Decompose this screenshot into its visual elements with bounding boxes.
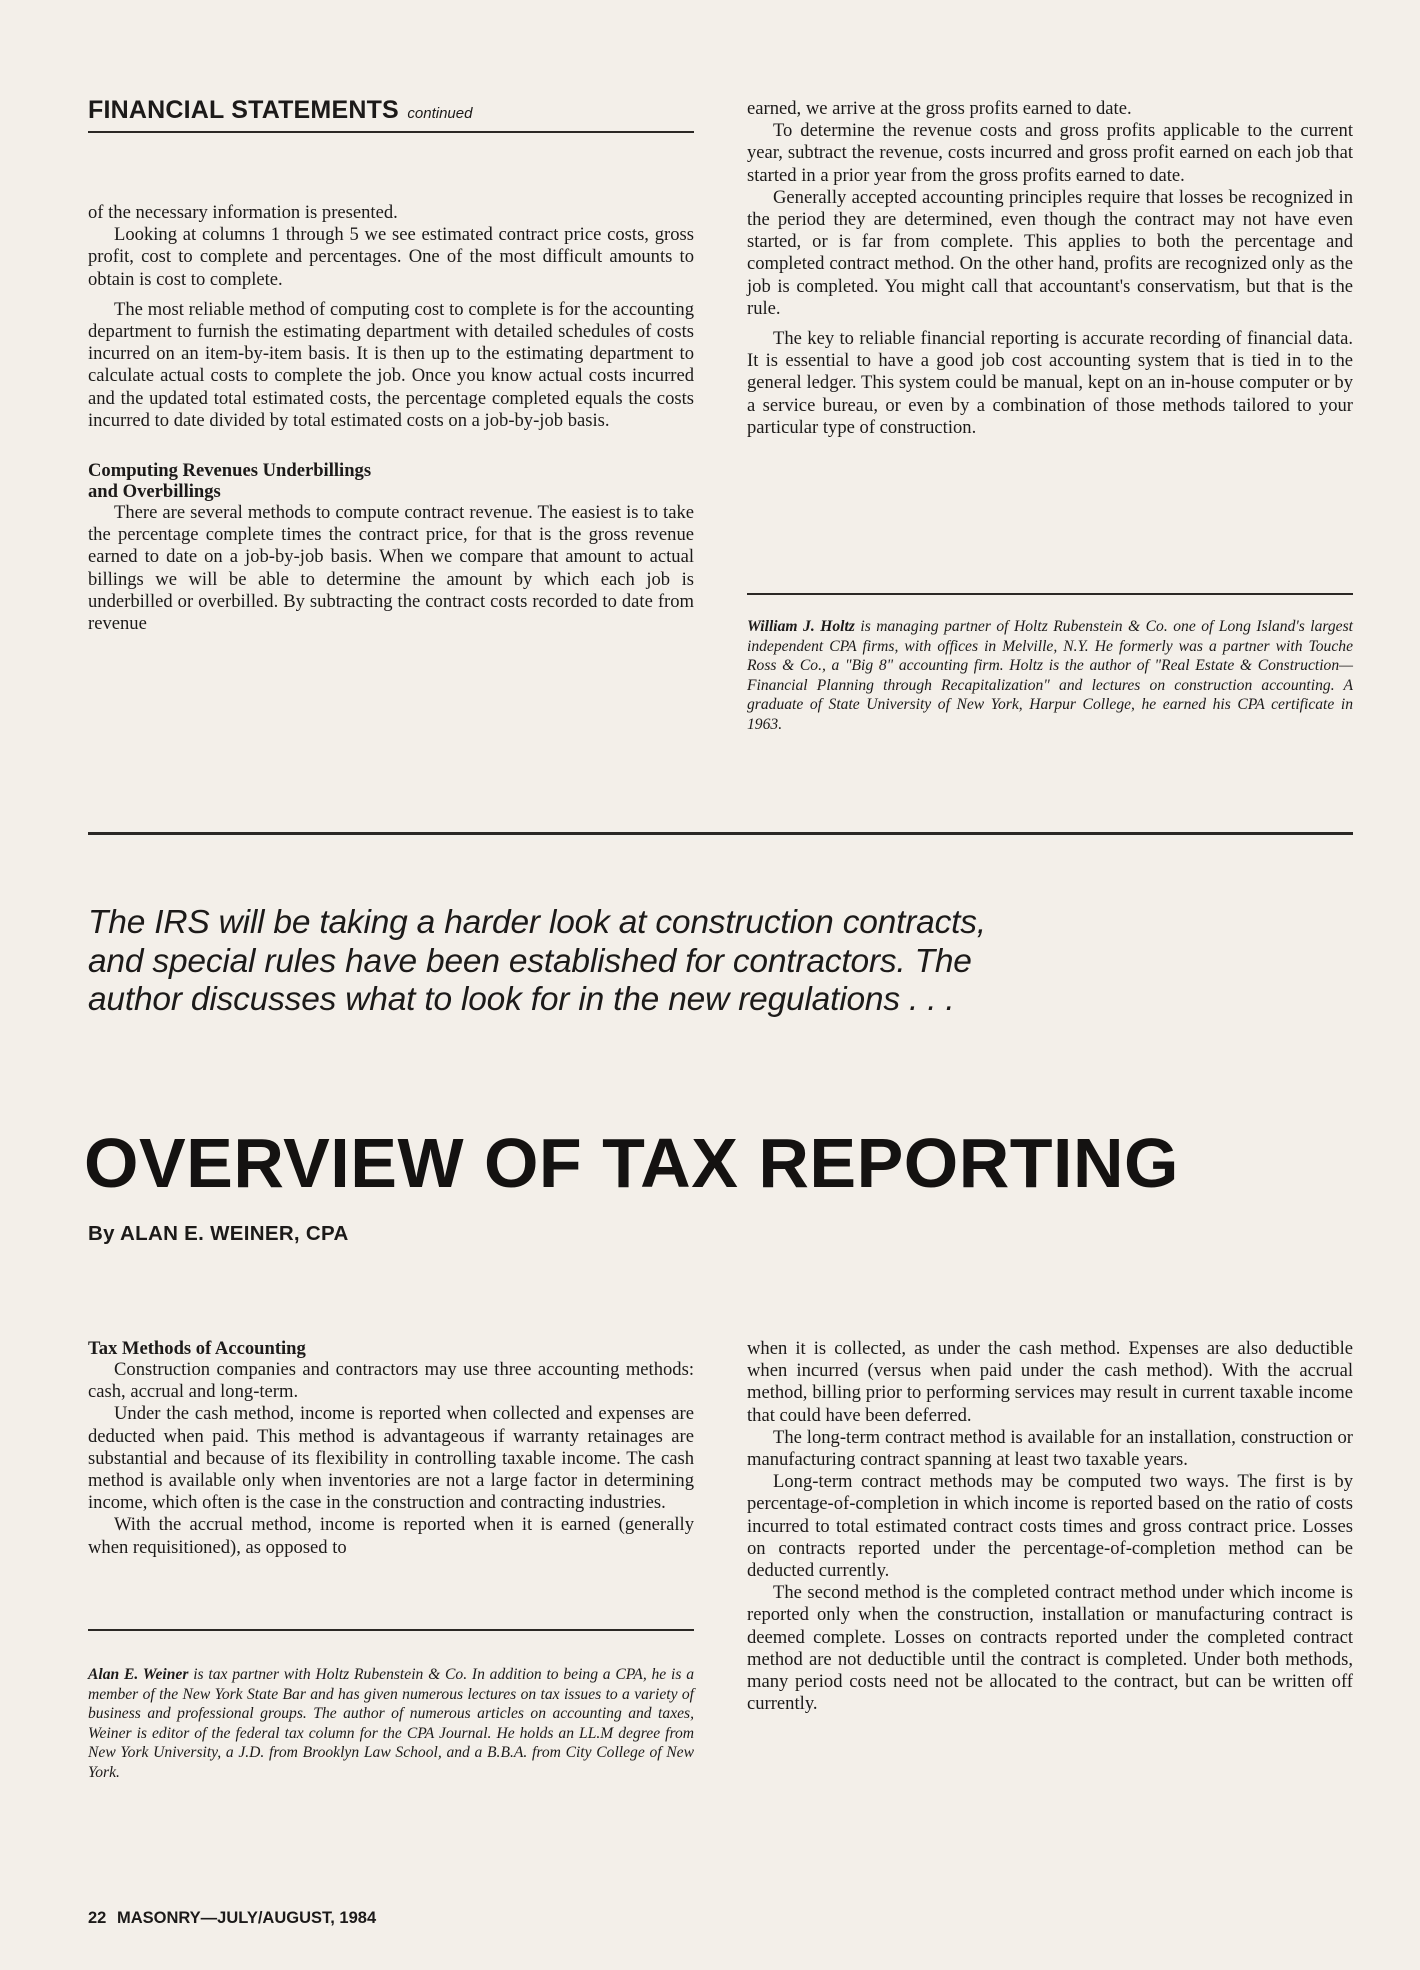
article-deck: The IRS will be taking a harder look at construction contracts, and special rules have been established for contractors. The author discusses what to look for in the new regulations . . . (88, 904, 986, 1018)
page-footer (88, 1909, 376, 1928)
article-title: OVERVIEW OF TAX REPORTING (84, 1124, 1180, 1202)
subheading-line: Computing Revenues Underbillings (88, 460, 372, 482)
bio-text: is tax partner with Holtz Rubenstein & Co. In addition to being a CPA, he is a member of the New York State Bar and has given numerous lectures on tax issues to a variety of business and professional groups. The author of numerous articles on accounting and taxes, Weiner is editor of the federal tax column for the CPA Journal. He holds an LL.M degree from New York University, a J.D. from Brooklyn Law School, and a B.B.A. from City College of New York. (88, 1666, 694, 1781)
article-byline: By ALAN E. WEINER, CPA (88, 1222, 349, 1245)
paragraph: earned, we arrive at the gross profits earned to date. (747, 98, 1132, 119)
section-continued: continued (407, 105, 473, 122)
section-header (88, 96, 694, 125)
paragraph: The key to reliable financial reporting is accurate recording of financial data. It is essential to have a good job cost accounting system that is tied in to the general ledger. This system could be manual, kept on an in-house computer or by a service bureau, or even by a combination of those methods tailored to your particular type of construction. (747, 328, 1353, 438)
author-bio-weiner (88, 1665, 694, 1783)
subheading: Tax Methods of Accounting (88, 1338, 306, 1359)
article-divider (88, 832, 1353, 835)
prev-article-left-column (88, 202, 694, 635)
paragraph: There are several methods to compute contract revenue. The easiest is to take the percentage complete times the contract price, for that is the gross revenue earned to date on a job-by-job basis. When we compare that amount to actual billings we will be able to determine the amount by which each job is underbilled or overbilled. By subtracting the contract costs recorded to date from revenue (88, 502, 694, 635)
paragraph: Generally accepted accounting principles require that losses be recognized in the period they are determined, even though the contract may not have even started, or is far from complete. This applies to both the percentage and completed contract method. On the other hand, profits are recognized only as the job is completed. You might call that accountant's conservatism, but that is the rule. (747, 186, 1353, 319)
paragraph: of the necessary information is presented. (88, 202, 398, 223)
bio-text: is managing partner of Holtz Rubenstein & Co. one of Long Island's largest independent CPA firms, with offices in Melville, N.Y. He formerly was a partner with Touche Ross & Co., a "Big 8" accounting firm. Holtz is the author of "Real Estate & Construction—Financial Planning through Recapitalization" and lectures on construction accounting. A graduate of State University of New York, Harpur College, he earned his CPA certificate in 1963. (747, 618, 1353, 733)
page-number: 22 (88, 1909, 107, 1927)
paragraph: Under the cash method, income is reported when collected and expenses are deducted when paid. This method is advantageous if warranty retainages are substantial and because of its flexibility in controlling taxable income. The cash method is available only when inventories are not a large factor in determining income, which often is the case in the construction and contracting industries. (88, 1403, 694, 1514)
subheading (88, 460, 694, 502)
paragraph: Long-term contract methods may be computed two ways. The first is by percentage-of-completion in which income is reported based on the ratio of costs incurred to total estimated contract costs times and gross contract price. Losses on contracts reported under the percentage-of-completion method can be deducted currently. (747, 1471, 1353, 1582)
article-right-column (747, 1338, 1353, 1715)
paragraph: when it is collected, as under the cash method. Expenses are also deductible when incurred (versus when paid under the cash method). With the accrual method, billing prior to performing services may result in current taxable income that could have been deferred. (747, 1338, 1353, 1426)
bio-divider (88, 1629, 694, 1631)
bio-author-name: William J. Holtz (747, 618, 855, 635)
bio-author-name: Alan E. Weiner (88, 1666, 189, 1683)
publication-info: MASONRY—JULY/AUGUST, 1984 (116, 1909, 377, 1927)
bio-divider (747, 593, 1353, 595)
paragraph: Looking at columns 1 through 5 we see estimated contract price costs, gross profit, cost to complete and percentages. One of the most difficult amounts to obtain is cost to complete. (88, 224, 694, 290)
paragraph: To determine the revenue costs and gross profits applicable to the current year, subtract the revenue, costs incurred and gross profit earned on each job that started in a prior year from the gross profits earned to date. (747, 120, 1353, 186)
paragraph: Construction companies and contractors may use three accounting methods: cash, accrual and long-term. (88, 1359, 694, 1403)
paragraph: With the accrual method, income is reported when it is earned (generally when requisitioned), as opposed to (88, 1514, 694, 1558)
paragraph: The most reliable method of computing cost to complete is for the accounting department to furnish the estimating department with detailed schedules of costs incurred on an item-by-item basis. It is then up to the estimating department to calculate actual costs to complete the job. Once you know actual costs incurred and the updated total estimated costs, the percentage completed equals the costs incurred to date divided by total estimated costs on a job-by-job basis. (88, 298, 694, 431)
section-title: FINANCIAL STATEMENTS (88, 96, 399, 124)
prev-article-right-column (747, 98, 1353, 439)
paragraph: The long-term contract method is available for an installation, construction or manufacturing contract spanning at least two taxable years. (747, 1426, 1353, 1471)
subheading-line: and Overbillings (88, 481, 221, 503)
author-bio-holtz (747, 617, 1353, 735)
article-left-column (88, 1338, 694, 1559)
paragraph: The second method is the completed contract method under which income is reported only when the construction, installation or manufacturing contract is deemed complete. Losses on contracts reported under the completed contract method are not deductible until the contract is completed. Under both methods, many period costs need not be allocated to the contract, but can be written off currently. (747, 1582, 1353, 1715)
section-header-rule (88, 131, 694, 133)
